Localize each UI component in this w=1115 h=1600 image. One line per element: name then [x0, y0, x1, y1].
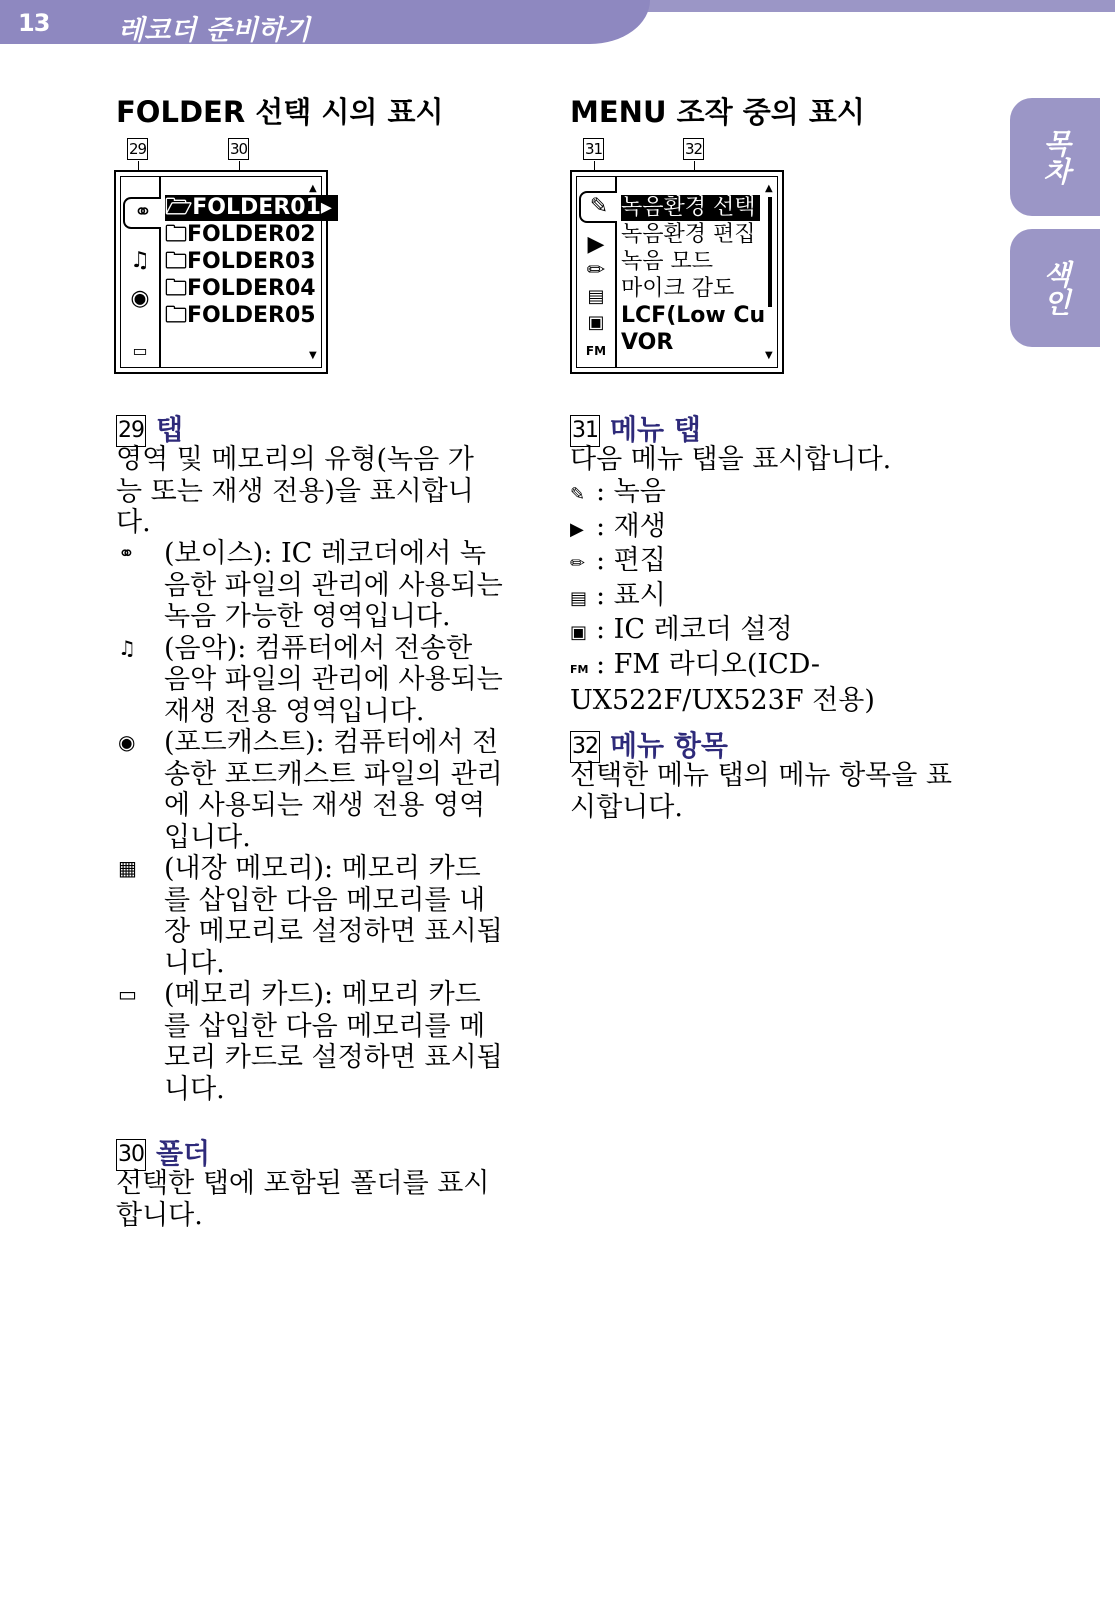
folder-name: FOLDER04	[187, 276, 316, 301]
menu-item: 녹음환경 편집	[621, 222, 756, 247]
callout-31: 31	[584, 140, 603, 158]
lcd-tab-column	[577, 177, 617, 367]
callout-29: 29	[128, 140, 147, 158]
list-item	[570, 614, 970, 649]
index-tab[interactable]	[1010, 229, 1100, 347]
scroll-indicator	[765, 183, 775, 361]
item-heading-text: 탭	[156, 413, 184, 446]
item-number-box: 29	[116, 415, 146, 447]
folder-name: FOLDER05	[187, 303, 316, 328]
list-item	[570, 476, 970, 511]
list-item	[116, 727, 504, 853]
list-item-text: : 편집	[596, 545, 666, 576]
folder-row: 🗀FOLDER05	[165, 303, 316, 328]
item-30-description: 선택한 탭에 포함된 폴더를 표시합니다.	[116, 1168, 490, 1231]
folder-row: 🗁FOLDER01▸	[165, 195, 338, 221]
tab-type-list	[116, 538, 504, 1105]
voice-icon: ⚭	[123, 197, 161, 229]
item-32-heading	[570, 724, 728, 764]
lcd-tab-column	[121, 177, 161, 367]
menu-item: VOR	[621, 330, 674, 355]
item-heading-text: 폴더	[156, 1137, 211, 1170]
list-item	[116, 538, 504, 633]
item-number-box: 32	[570, 731, 600, 763]
item-heading-text: 메뉴 항목	[610, 729, 728, 762]
callout-32: 32	[684, 140, 703, 158]
index-tab-label: 색인	[1039, 260, 1072, 316]
item-29-description: 영역 및 메모리의 유형(녹음 가능 또는 재생 전용)을 표시합니다.	[116, 444, 474, 538]
item-32-description: 선택한 메뉴 탭의 메뉴 항목을 표시합니다.	[570, 760, 952, 823]
music-icon: ♫	[118, 635, 136, 660]
podcast-icon: ◉	[130, 286, 150, 311]
pencil-icon: ✏	[570, 553, 586, 574]
display-icon: ▤	[570, 587, 588, 609]
folder-name: FOLDER02	[187, 222, 316, 247]
scroll-down-icon: ▼	[309, 350, 317, 361]
play-icon: ▶	[587, 232, 605, 257]
toc-tab-label: 목차	[1039, 129, 1072, 185]
item-29-heading	[116, 408, 183, 448]
item-31-description: 다음 메뉴 탭을 표시합니다.	[570, 444, 892, 475]
list-item-text: (포드캐스트): 컴퓨터에서 전송한 포드캐스트 파일의 관리에 사용되는 재생 전용 영역입니다.	[164, 727, 503, 853]
menu-item: 녹음환경 선택	[621, 195, 760, 221]
microphone-icon: ✎	[579, 191, 617, 223]
item-heading-text: 메뉴 탭	[610, 413, 701, 446]
fm-radio-icon: FM	[585, 344, 607, 358]
microphone-icon: ✎	[570, 484, 586, 505]
scroll-up-icon: ▲	[765, 183, 773, 194]
scroll-indicator	[309, 183, 319, 361]
memory-card-icon: ▭	[118, 982, 137, 1006]
list-item-text: : 재생	[596, 510, 666, 542]
voice-icon: ⚭	[118, 541, 135, 565]
item-31-heading	[570, 408, 701, 448]
list-item	[570, 511, 970, 546]
play-icon: ▶	[570, 518, 584, 540]
lcd-frame	[576, 176, 778, 368]
menu-tab-list	[570, 476, 970, 717]
list-item	[570, 580, 970, 615]
folder-name: FOLDER03	[187, 249, 316, 274]
folder-row: 🗀FOLDER02	[165, 222, 316, 247]
list-item-text: (음악): 컴퓨터에서 전송한 음악 파일의 관리에 사용되는 재생 전용 영역입니다.	[164, 632, 503, 727]
header-tab	[0, 0, 650, 44]
pencil-icon: ✏	[586, 258, 606, 283]
toolbox-icon: ▣	[570, 622, 588, 643]
list-item-text: : 표시	[596, 579, 666, 611]
folder-name: FOLDER01	[192, 195, 321, 220]
menu-lcd-display	[570, 170, 784, 374]
podcast-icon: ◉	[118, 730, 136, 754]
menu-item: LCF(Low Cu	[621, 303, 766, 328]
list-item-text: : 녹음	[596, 476, 666, 507]
list-item-text: : IC 레코더 설정	[596, 614, 793, 645]
menu-item: 녹음 모드	[621, 249, 714, 274]
folder-section-title: FOLDER 선택 시의 표시	[116, 95, 444, 129]
list-item	[116, 633, 504, 728]
fm-radio-icon: FM	[570, 662, 589, 676]
folder-row: 🗀FOLDER04	[165, 276, 316, 301]
memory-card-icon: ▭	[132, 341, 148, 360]
list-item-text: : FM 라디오(ICD-UX522F/UX523F 전용)	[570, 648, 875, 716]
item-number-box: 31	[570, 415, 600, 447]
callout-30: 30	[229, 140, 248, 158]
music-icon: ♫	[130, 248, 150, 273]
item-30-heading	[116, 1132, 210, 1172]
page-title: 레코더 준비하기	[118, 15, 310, 46]
list-item	[570, 545, 970, 580]
scroll-up-icon: ▲	[309, 183, 317, 194]
toc-tab[interactable]	[1010, 98, 1100, 216]
menu-item: 마이크 감도	[621, 276, 735, 301]
folder-lcd-display	[114, 170, 332, 374]
lcd-frame	[120, 176, 332, 368]
list-item-text: (메모리 카드): 메모리 카드를 삽입한 다음 메모리를 메모리 카드로 설정하면 표시됩니다.	[164, 979, 503, 1105]
internal-memory-icon: ▦	[118, 856, 137, 880]
folder-row: 🗀FOLDER03	[165, 249, 316, 274]
menu-section-title: MENU 조작 중의 표시	[570, 95, 865, 129]
scroll-thumb	[768, 197, 772, 307]
list-item	[116, 979, 504, 1105]
list-item-text: (내장 메모리): 메모리 카드를 삽입한 다음 메모리를 내장 메모리로 설정하면 표시됩니다.	[164, 853, 503, 979]
page-number: 13	[18, 9, 50, 37]
display-icon: ▤	[587, 286, 605, 307]
item-number-box: 30	[116, 1139, 146, 1171]
list-item-text: (보이스): IC 레코더에서 녹음한 파일의 관리에 사용되는 녹음 가능한 영역입니다.	[164, 538, 503, 632]
toolbox-icon: ▣	[587, 312, 605, 333]
list-item	[570, 649, 970, 717]
list-item	[116, 853, 504, 979]
scroll-down-icon: ▼	[765, 350, 773, 361]
